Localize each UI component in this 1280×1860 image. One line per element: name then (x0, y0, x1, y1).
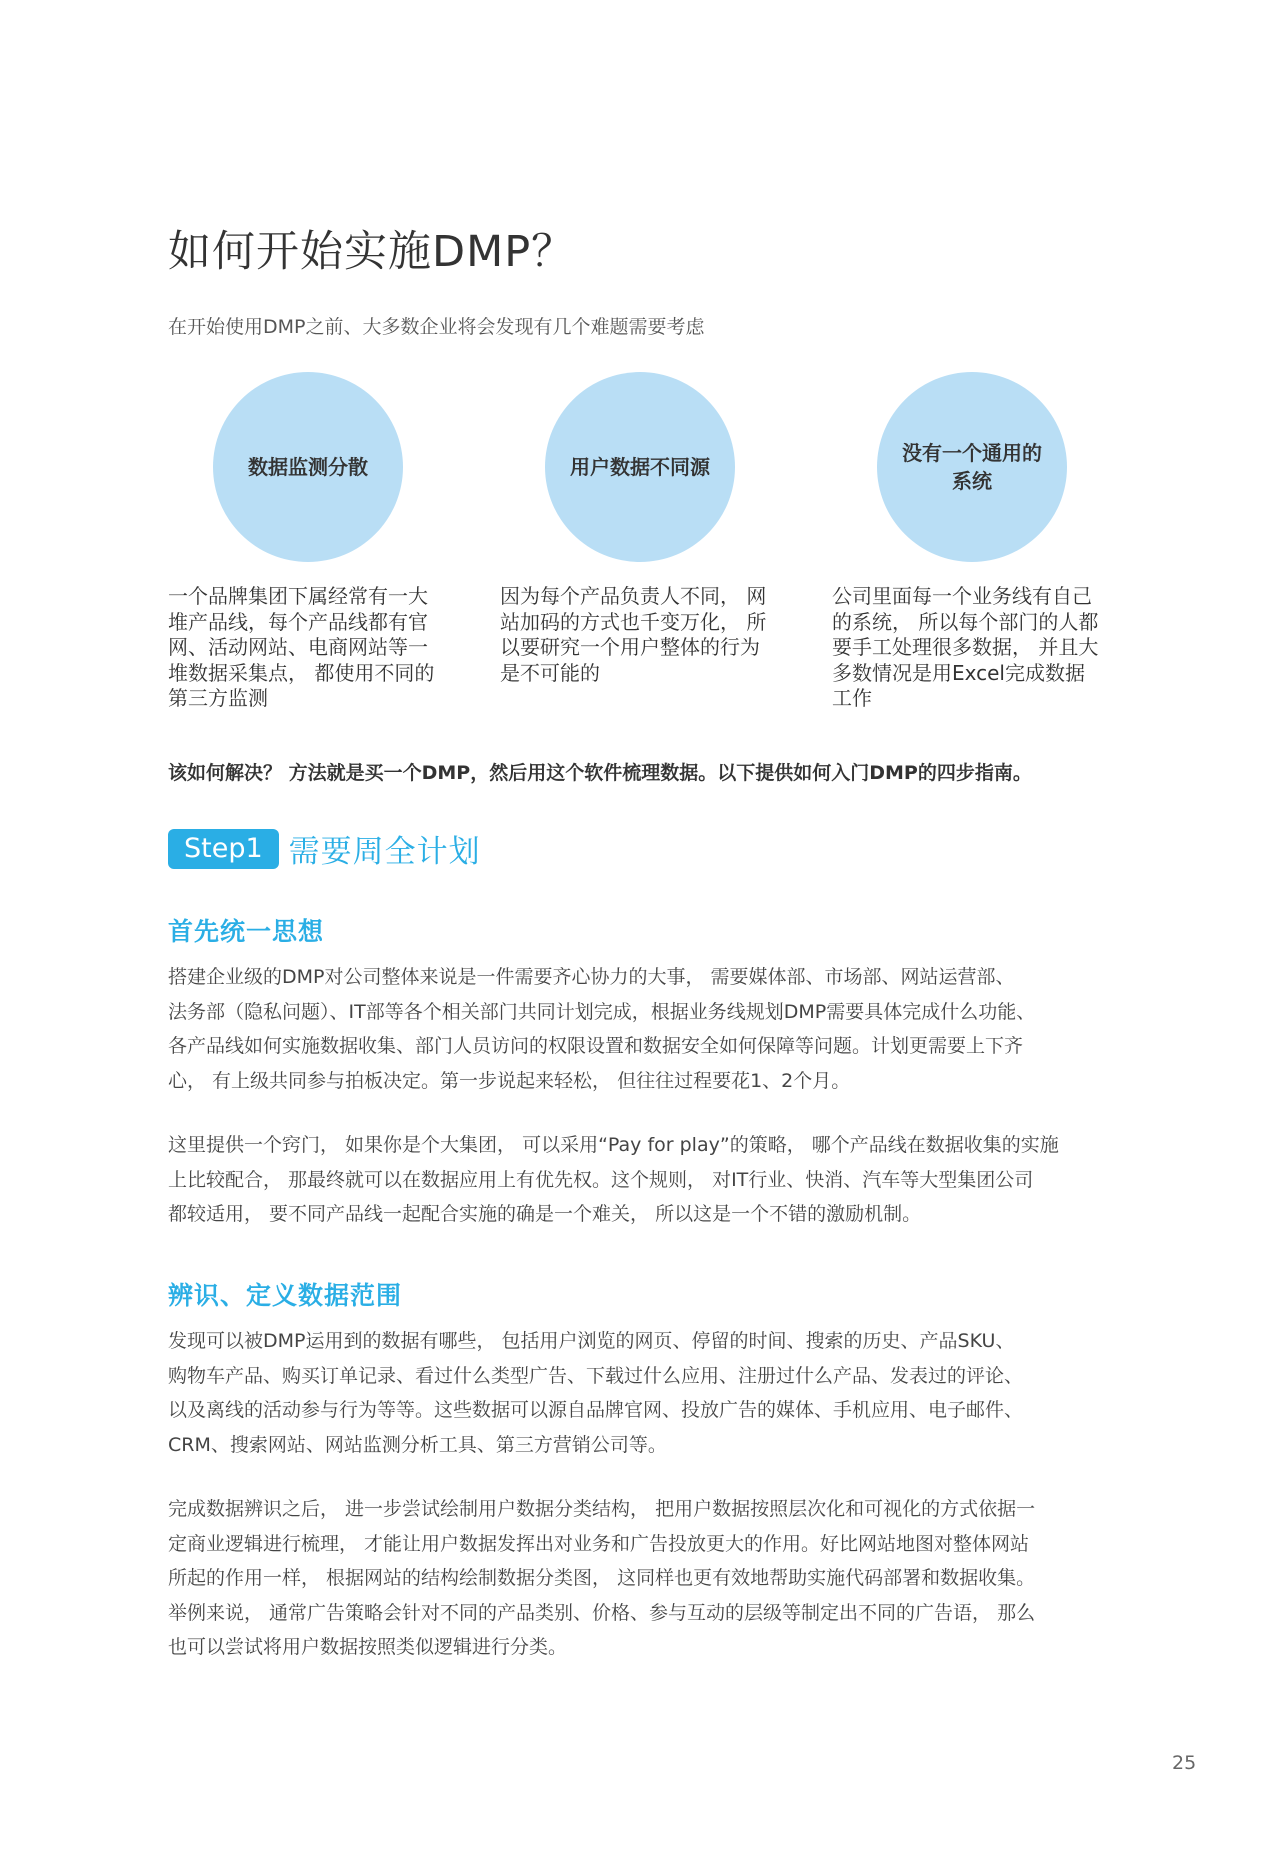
page-number: 25 (1172, 1752, 1197, 1774)
step-header (168, 826, 481, 871)
section-title-unify-thinking: 首先统一思想 (168, 917, 325, 946)
problem-circle-label: 没有一个通用的 系统 (902, 441, 1042, 493)
problem-list (0, 372, 1280, 722)
problem-circle-dispersed-monitoring: 数据监测分散 (213, 372, 403, 562)
page-title: 如何开始实施DMP？ (168, 227, 576, 277)
section-title-define-data-scope: 辨识、定义数据范围 (168, 1281, 403, 1310)
paragraph: 搭建企业级的DMP对公司整体来说是一件需要齐心协力的大事， 需要媒体部、市场部、网站运营部、 法务部（隐私问题）、IT部等各个相关部门共同计划完成，根据业务线规划DMP需要具体完成什么功能、 各产品线如何实施数据收集、部门人员访问的权限设置和数据安全如何保障等问题。计划更需要上下齐 心， 有上级共同参与拍板决定。第一步说起来轻松， 但往往过程要花1、2个月。 (168, 966, 1036, 1092)
problem-circle-data-sources: 用户数据不同源 (545, 372, 735, 562)
intro-text: 在开始使用DMP之前、大多数企业将会发现有几个难题需要考虑 (168, 316, 705, 338)
paragraph: 这里提供一个窍门， 如果你是个大集团， 可以采用“Pay for play”的策略， 哪个产品线在数据收集的实施 上比较配合， 那最终就可以在数据应用上有优先权。这个规则， 对IT行业、快消、汽车等大型集团公司 都较适用， 要不同产品线一起配合实施的确是一个难关， 所以这是一个不错的激励机制。 (168, 1134, 1059, 1225)
step-title: 需要周全计划 (288, 834, 481, 870)
paragraph: 完成数据辨识之后， 进一步尝试绘制用户数据分类结构， 把用户数据按照层次化和可视化的方式依据一 定商业逻辑进行梳理， 才能让用户数据发挥出对业务和广告投放更大的作用。好比网站地图对整体网站 所起的作用一样， 根据网站的结构绘制数据分类图， 这同样也更有效地帮助实施代码部署和数据收集。 举例来说， 通常广告策略会针对不同的产品类别、价格、参与互动的层级等制定出不同的广告语， 那么 也可以尝试将用户数据按照类似逻辑进行分类。 (168, 1498, 1036, 1658)
problem-desc-no-common-system: 公司里面每一个业务线有自己 的系统， 所以每个部门的人都 要手工处理很多数据， 并且大 多数情况是用Excel完成数据 工作 (832, 584, 1099, 710)
problem-circle-no-common-system (877, 372, 1067, 562)
step-badge: Step1 (168, 829, 279, 869)
solution-text: 该如何解决？ 方法就是买一个DMP，然后用这个软件梳理数据。以下提供如何入门DMP的四步指南。 (168, 762, 1032, 784)
problem-desc-data-sources: 因为每个产品负责人不同， 网 站加码的方式也千变万化， 所 以要研究一个用户整体的行为 是不可能的 (500, 584, 767, 685)
problem-desc-dispersed-monitoring: 一个品牌集团下属经常有一大 堆产品线，每个产品线都有官 网、活动网站、电商网站等一 堆数据采集点， 都使用不同的 第三方监测 (168, 584, 435, 710)
paragraph: 发现可以被DMP运用到的数据有哪些， 包括用户浏览的网页、停留的时间、搜索的历史、产品SKU、 购物车产品、购买订单记录、看过什么类型广告、下载过什么应用、注册过什么产品、发表过的评论、 以及离线的活动参与行为等等。这些数据可以源自品牌官网、投放广告的媒体、手机应用、电子邮件、 CRM、搜索网站、网站监测分析工具、第三方营销公司等。 (168, 1330, 1024, 1456)
